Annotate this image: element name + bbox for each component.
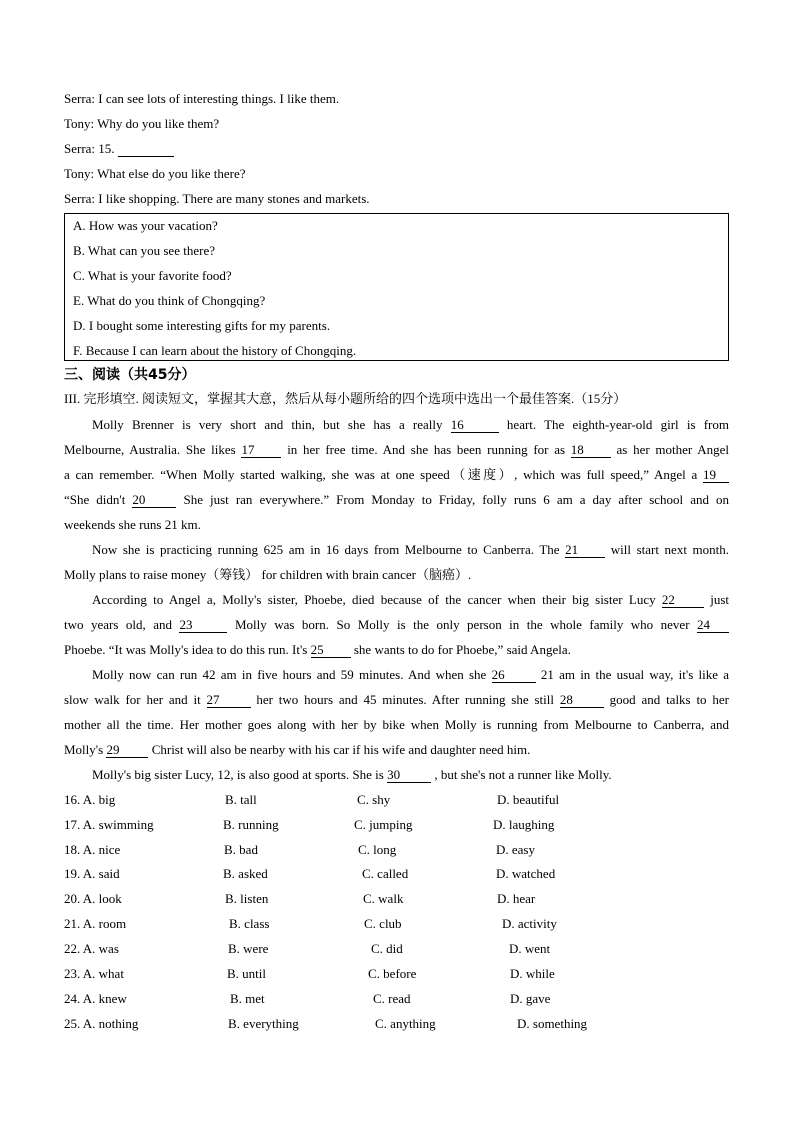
q19-option-d[interactable]: D. watched bbox=[496, 866, 556, 881]
paragraph-3 bbox=[64, 587, 729, 662]
blank-28[interactable]: 28 bbox=[560, 693, 604, 708]
paragraph-4 bbox=[64, 662, 729, 762]
p5-l1b: , but she's not a runner like Molly. bbox=[434, 767, 612, 782]
option-f: F. Because I can learn about the history of Chongqing. bbox=[73, 343, 357, 358]
p3-l3a: Phoebe. “It was Molly's idea to do this run. It's bbox=[64, 642, 308, 657]
dialogue-line-1: Serra: I can see lots of interesting things. I like them. bbox=[64, 91, 340, 106]
q22-option-d[interactable]: D. went bbox=[509, 941, 551, 956]
p3-line-2 bbox=[64, 612, 729, 637]
blank-27[interactable]: 27 bbox=[207, 693, 251, 708]
p1-line-5 bbox=[64, 512, 729, 537]
q23-option-b[interactable]: B. until bbox=[227, 966, 267, 981]
p2-l2a: Molly plans to raise money（筹钱） for children with brain cancer（脑癌）. bbox=[64, 567, 472, 582]
p4-l4a: Molly's bbox=[64, 742, 104, 757]
blank-25[interactable]: 25 bbox=[311, 643, 351, 658]
p5-line-1 bbox=[64, 762, 729, 787]
q16-option-c[interactable]: C. shy bbox=[357, 792, 391, 807]
q24-option-c[interactable]: C. read bbox=[373, 991, 411, 1006]
q17-option-b[interactable]: B. running bbox=[223, 817, 279, 832]
paragraph-1 bbox=[64, 412, 729, 537]
q24-option-a[interactable]: 24. A. knew bbox=[64, 991, 127, 1006]
p2-l1b: will start next month. bbox=[610, 542, 729, 557]
p1-line-4 bbox=[64, 487, 729, 512]
option-c: C. What is your favorite food? bbox=[73, 268, 232, 283]
dialogue-line-3 bbox=[64, 141, 174, 157]
p1-l2c: as her mother Angel bbox=[616, 442, 730, 457]
p1-l1b: heart. The eighth-year-old girl is from bbox=[506, 417, 729, 432]
q19-option-a[interactable]: 19. A. said bbox=[64, 866, 120, 881]
p1-l2a: Melbourne, Australia. She likes bbox=[64, 442, 236, 457]
p5-l1a: Molly's big sister Lucy, 12, is also good at sports. She is bbox=[92, 767, 384, 782]
q16-option-b[interactable]: B. tall bbox=[225, 792, 257, 807]
option-e: E. What do you think of Chongqing? bbox=[73, 293, 266, 308]
q22-option-a[interactable]: 22. A. was bbox=[64, 941, 119, 956]
q16-option-a[interactable]: 16. A. big bbox=[64, 792, 116, 807]
p4-line-2 bbox=[64, 687, 729, 712]
p1-l5a: weekends she runs 21 km. bbox=[64, 517, 201, 532]
blank-21[interactable]: 21 bbox=[565, 543, 605, 558]
blank-18[interactable]: 18 bbox=[571, 443, 611, 458]
q22-option-c[interactable]: C. did bbox=[371, 941, 403, 956]
q18-option-c[interactable]: C. long bbox=[358, 842, 397, 857]
blank-19[interactable]: 19 bbox=[703, 468, 729, 483]
p1-l4a: “She didn't bbox=[64, 492, 126, 507]
q20-option-b[interactable]: B. listen bbox=[225, 891, 269, 906]
p1-line-3 bbox=[64, 462, 729, 487]
q18-option-b[interactable]: B. bad bbox=[224, 842, 258, 857]
p4-l1b: 21 am in the usual way, it's like a bbox=[540, 667, 730, 682]
blank-17[interactable]: 17 bbox=[241, 443, 281, 458]
blank-22[interactable]: 22 bbox=[662, 593, 704, 608]
p1-l3a: a can remember. “When Molly started walking, she was at one speed（速度）, which was full speed,” Angel a bbox=[64, 467, 698, 482]
blank-20[interactable]: 20 bbox=[132, 493, 176, 508]
q23-option-a[interactable]: 23. A. what bbox=[64, 966, 124, 981]
q19-option-c[interactable]: C. called bbox=[362, 866, 409, 881]
p2-line-2 bbox=[64, 562, 729, 587]
p3-line-3 bbox=[64, 637, 729, 662]
p2-l1a: Now she is practicing running 625 am in 16 days from Melbourne to Canberra. The bbox=[92, 542, 560, 557]
q17-option-a[interactable]: 17. A. swimming bbox=[64, 817, 154, 832]
p4-l4b: Christ will also be nearby with his car if his wife and daughter need him. bbox=[151, 742, 531, 757]
paragraph-2 bbox=[64, 537, 729, 587]
q23-option-c[interactable]: C. before bbox=[368, 966, 417, 981]
q25-option-a[interactable]: 25. A. nothing bbox=[64, 1016, 139, 1031]
p1-l4b: She just ran everywhere.” From Monday to Friday, folly runs 6 am a day after school and on bbox=[183, 492, 730, 507]
q24-option-b[interactable]: B. met bbox=[230, 991, 265, 1006]
dialogue-line-4: Tony: What else do you like there? bbox=[64, 166, 246, 181]
q20-option-c[interactable]: C. walk bbox=[363, 891, 404, 906]
q21-option-c[interactable]: C. club bbox=[364, 916, 402, 931]
option-b: B. What can you see there? bbox=[73, 243, 215, 258]
p3-l3b: she wants to do for Phoebe,” said Angela. bbox=[353, 642, 571, 657]
q16-option-d[interactable]: D. beautiful bbox=[497, 792, 560, 807]
q24-option-d[interactable]: D. gave bbox=[510, 991, 551, 1006]
q17-option-c[interactable]: C. jumping bbox=[354, 817, 413, 832]
option-d: D. I bought some interesting gifts for my parents. bbox=[73, 318, 331, 333]
blank-24[interactable]: 24 bbox=[697, 618, 729, 633]
p4-line-1 bbox=[64, 662, 729, 687]
blank-16[interactable]: 16 bbox=[451, 418, 499, 433]
blank-26[interactable]: 26 bbox=[492, 668, 536, 683]
p3-l1b: just bbox=[710, 592, 730, 607]
p4-line-3 bbox=[64, 712, 729, 737]
q22-option-b[interactable]: B. were bbox=[228, 941, 269, 956]
q18-option-d[interactable]: D. easy bbox=[496, 842, 535, 857]
dialogue-line-3-text: Serra: 15. bbox=[64, 141, 115, 156]
p4-line-4 bbox=[64, 737, 729, 762]
p4-l2a: slow walk for her and it bbox=[64, 692, 201, 707]
p1-l1a: Molly Brenner is very short and thin, but she has a really bbox=[92, 417, 443, 432]
p3-l1a: According to Angel a, Molly's sister, Phoebe, died because of the cancer when their big sister Lucy bbox=[92, 592, 656, 607]
p4-l3a: mother all the time. Her mother goes along with her by bike when Molly is running from Melbourne to Canberra, and bbox=[64, 717, 729, 732]
options-box bbox=[64, 213, 729, 361]
answer-blank-15[interactable] bbox=[118, 142, 174, 157]
p2-line-1 bbox=[64, 537, 729, 562]
dialogue-line-5: Serra: I like shopping. There are many stones and markets. bbox=[64, 191, 370, 206]
paragraph-5 bbox=[64, 762, 729, 787]
p3-l2b: Molly was born. So Molly is the only person in the whole family who never bbox=[234, 617, 690, 632]
q25-option-d[interactable]: D. something bbox=[517, 1016, 588, 1031]
p4-l2c: good and talks to her bbox=[609, 692, 729, 707]
q21-option-b[interactable]: B. class bbox=[229, 916, 270, 931]
p3-l2a: two years old, and bbox=[64, 617, 172, 632]
blank-29[interactable]: 29 bbox=[106, 743, 148, 758]
p1-line-2 bbox=[64, 437, 729, 462]
p4-l1a: Molly now can run 42 am in five hours and 59 minutes. And when she bbox=[92, 667, 487, 682]
q25-option-c[interactable]: C. anything bbox=[375, 1016, 436, 1031]
q20-option-d[interactable]: D. hear bbox=[497, 891, 536, 906]
section-title: 三、阅读（共45分） bbox=[64, 367, 196, 383]
q21-option-d[interactable]: D. activity bbox=[502, 916, 557, 931]
blank-23[interactable]: 23 bbox=[179, 618, 227, 633]
q18-option-a[interactable]: 18. A. nice bbox=[64, 842, 121, 857]
q25-option-b[interactable]: B. everything bbox=[228, 1016, 299, 1031]
q19-option-b[interactable]: B. asked bbox=[223, 866, 268, 881]
q20-option-a[interactable]: 20. A. look bbox=[64, 891, 122, 906]
cloze-instruction: III. 完形填空. 阅读短文，掌握其大意，然后从每小题所给的四个选项中选出一个最佳答案.（15分） bbox=[64, 391, 627, 406]
p3-line-1 bbox=[64, 587, 729, 612]
p1-l2b: in her free time. And she has been running for as bbox=[287, 442, 566, 457]
p4-l2b: her two hours and 45 minutes. After running she still bbox=[256, 692, 554, 707]
blank-30[interactable]: 30 bbox=[387, 768, 431, 783]
p1-line-1 bbox=[64, 412, 729, 437]
dialogue-line-2: Tony: Why do you like them? bbox=[64, 116, 220, 131]
option-a: A. How was your vacation? bbox=[73, 218, 218, 233]
q17-option-d[interactable]: D. laughing bbox=[493, 817, 555, 832]
q23-option-d[interactable]: D. while bbox=[510, 966, 555, 981]
q21-option-a[interactable]: 21. A. room bbox=[64, 916, 127, 931]
